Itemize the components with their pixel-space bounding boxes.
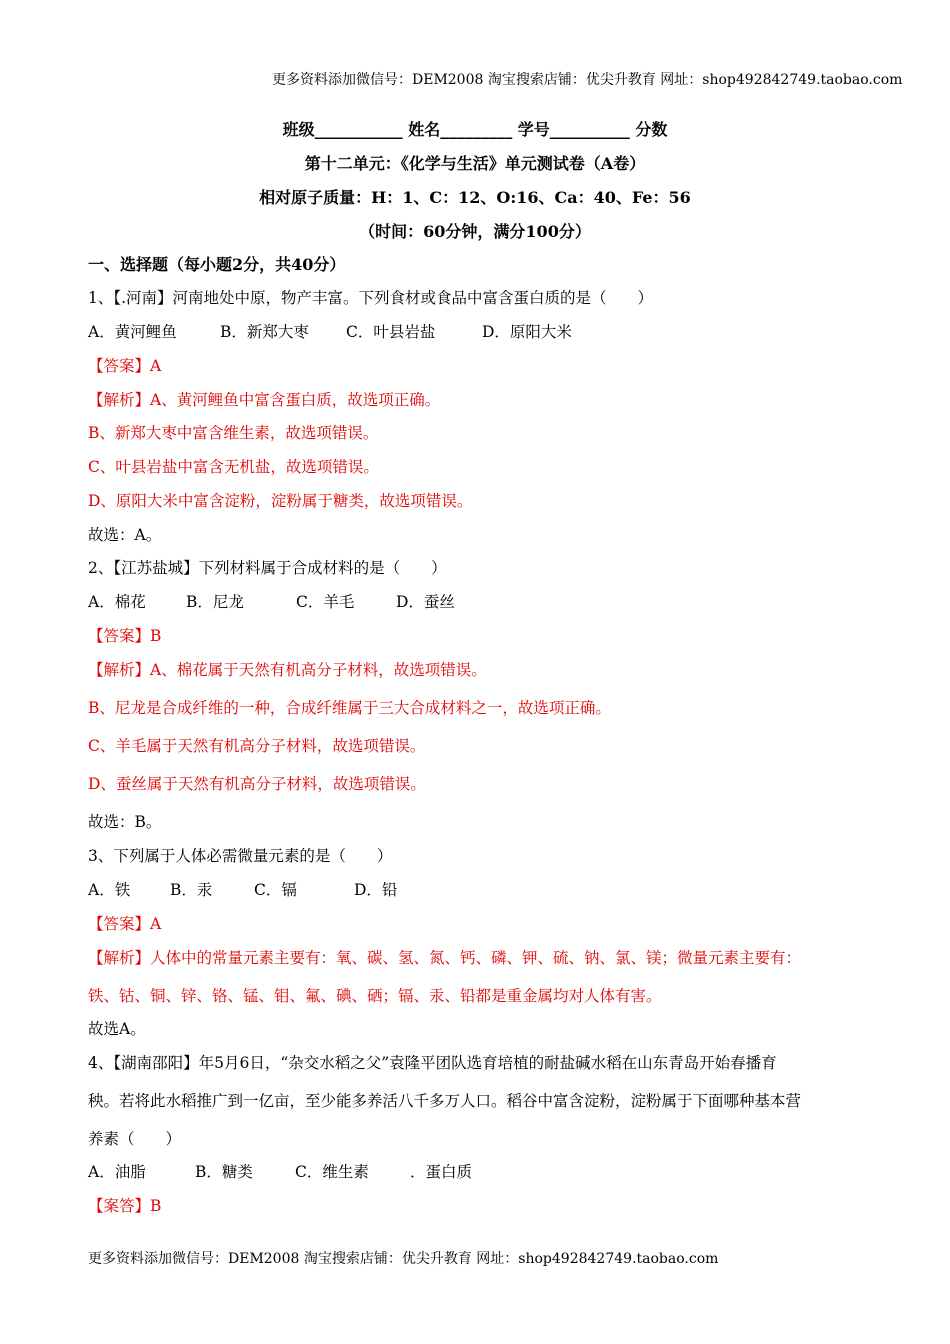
q4-stem-2: 秧。若将此水稻推广到一亿亩，至少能多养活八千多万人口。稻谷中富含淀粉，淀粉属于下面哪种基本营 <box>88 1092 802 1110</box>
page-footer: 更多资料添加微信号：DEM2008 淘宝搜索店铺：优尖升教育 网址：shop492842749.taobao.com <box>88 1251 719 1267</box>
atomic-mass-line: 相对原子质量：H：1、C：12、O:16、Ca：40、Fe：56 <box>259 188 691 207</box>
q1-stem: 1、【.河南】河南地处中原，物产丰富。下列食材或食品中富含蛋白质的是（ ） <box>88 289 654 307</box>
q2-conclusion: 故选：B。 <box>88 813 162 831</box>
exam-title: 第十二单元：《化学与生活》单元测试卷（A卷） <box>304 154 646 173</box>
q3-conclusion: 故选A。 <box>88 1020 146 1038</box>
q2-analysis-1: 【解析】A、棉花属于天然有机高分子材料，故选项错误。 <box>88 661 487 679</box>
q2-stem: 2、【江苏盐城】下列材料属于合成材料的是（ ） <box>88 559 447 577</box>
q1-answer: 【答案】A <box>88 357 162 375</box>
q3-option-d: D．铅 <box>354 881 398 899</box>
q1-option-b: B．新郑大枣 <box>220 323 309 341</box>
q4-option-d: ．蛋白质 <box>410 1163 473 1181</box>
q1-options <box>88 320 572 342</box>
q1-analysis-3: C、叶县岩盐中富含无机盐，故选项错误。 <box>88 458 379 476</box>
q4-stem-3: 养素（ ） <box>88 1130 182 1148</box>
q4-options <box>88 1160 472 1182</box>
q3-options <box>88 878 397 900</box>
student-info-line: 班级___________ 姓名_________ 学号__________ 分数 <box>282 120 668 139</box>
q3-analysis-2: 铁、钴、铜、锌、铬、锰、钼、氟、碘、硒；镉、汞、铅都是重金属均对人体有害。 <box>88 987 662 1005</box>
q2-options <box>88 590 455 612</box>
q4-option-c: C．维生素 <box>295 1163 369 1181</box>
q2-option-d: D．蚕丝 <box>396 593 455 611</box>
section-heading: 一、选择题（每小题2分，共40分） <box>88 255 346 274</box>
q1-option-a: A．黄河鲤鱼 <box>88 323 177 341</box>
q2-option-b: B．尼龙 <box>186 593 244 611</box>
q2-analysis-2: B、尼龙是合成纤维的一种，合成纤维属于三大合成材料之一，故选项正确。 <box>88 699 611 717</box>
q1-option-c: C．叶县岩盐 <box>346 323 436 341</box>
q1-option-d: D．原阳大米 <box>482 323 572 341</box>
q2-analysis-3: C、羊毛属于天然有机高分子材料，故选项错误。 <box>88 737 426 755</box>
q3-option-a: A．铁 <box>88 881 131 899</box>
q3-analysis-1: 【解析】人体中的常量元素主要有：氧、碳、氢、氮、钙、磷、钾、硫、钠、氯、镁；微量元素主要有： <box>88 949 802 967</box>
q1-analysis-4: D、原阳大米中富含淀粉，淀粉属于糖类，故选项错误。 <box>88 492 473 510</box>
q4-answer: 【案答】B <box>88 1197 162 1215</box>
q4-option-a: A．油脂 <box>88 1163 146 1181</box>
q3-answer: 【答案】A <box>88 915 162 933</box>
q4-option-b: B．糖类 <box>195 1163 253 1181</box>
q2-option-a: A．棉花 <box>88 593 146 611</box>
page-header: 更多资料添加微信号：DEM2008 淘宝搜索店铺：优尖升教育 网址：shop492842749.taobao.com <box>272 72 903 88</box>
q3-option-c: C．镉 <box>254 881 297 899</box>
q4-stem-1: 4、【湖南邵阳】年5月6日，“杂交水稻之父”袁隆平团队选育培植的耐盐碱水稻在山东青岛开始春播育 <box>88 1054 777 1072</box>
time-line: （时间：60分钟，满分100分） <box>359 222 591 241</box>
q1-analysis-2: B、新郑大枣中富含维生素，故选项错误。 <box>88 424 379 442</box>
q2-option-c: C．羊毛 <box>296 593 355 611</box>
q2-analysis-4: D、蚕丝属于天然有机高分子材料，故选项错误。 <box>88 775 426 793</box>
q1-analysis-1: 【解析】A、黄河鲤鱼中富含蛋白质，故选项正确。 <box>88 391 441 409</box>
q3-option-b: B．汞 <box>170 881 213 899</box>
q2-answer: 【答案】B <box>88 627 162 645</box>
q1-conclusion: 故选：A。 <box>88 526 162 544</box>
q3-stem: 3、下列属于人体必需微量元素的是（ ） <box>88 847 393 865</box>
